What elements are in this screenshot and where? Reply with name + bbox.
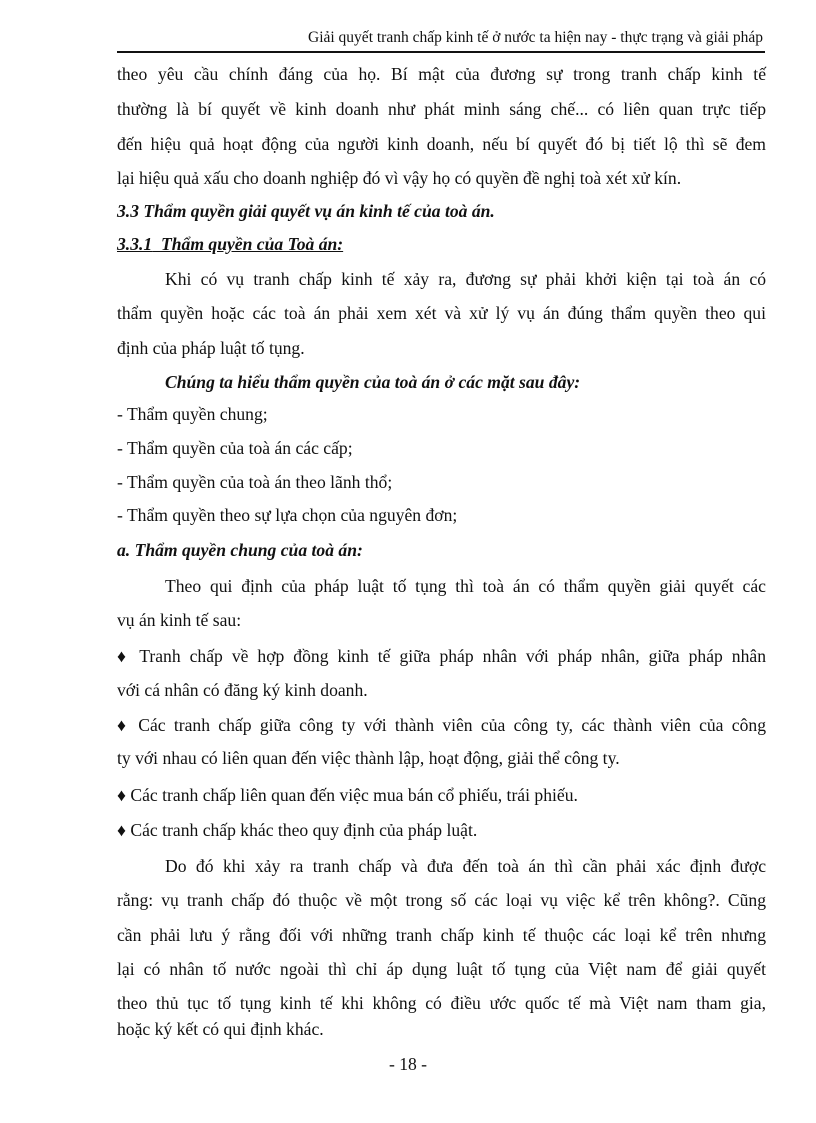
page-number: - 18 - [388,1054,428,1074]
dash-list-item: - Thẩm quyền chung; [117,404,268,424]
paragraph-line: lại có nhân tố nước ngoài thì chỉ áp dụng luật tố tụng của Việt nam để giải quyết [117,959,766,979]
paragraph-line: thẩm quyền hoặc các toà án phải xem xét và xử lý vụ án đúng thẩm quyền theo qui [117,303,766,323]
diamond-bullet-icon: ♦ [117,785,126,805]
bullet-item-line: ty với nhau có liên quan đến việc thành lập, hoạt động, giải thể công ty. [117,748,620,768]
diamond-bullet-icon: ♦ [117,646,131,666]
dash-list-item: - Thẩm quyền của toà án theo lãnh thổ; [117,472,393,492]
paragraph-line: thường là bí quyết về kinh doanh như phát minh sáng chế... có liên quan trực tiếp [117,99,766,119]
bullet-text: Tranh chấp về hợp đồng kinh tế giữa pháp nhân với pháp nhân, giữa pháp nhân [139,646,766,666]
subsection-heading [117,234,343,254]
paragraph-line: Khi có vụ tranh chấp kinh tế xảy ra, đương sự phải khởi kiện tại toà án có [165,269,766,289]
bullet-text: Các tranh chấp liên quan đến việc mua bán cổ phiếu, trái phiếu. [130,785,578,805]
paragraph-line: theo thủ tục tố tụng kinh tế khi không có điều ước quốc tế mà Việt nam tham gia, [117,993,766,1013]
paragraph-line: định của pháp luật tố tụng. [117,338,305,358]
paragraph-line: vụ án kinh tế sau: [117,610,242,630]
dash-list-item: - Thẩm quyền theo sự lựa chọn của nguyên đơn; [117,505,458,525]
bullet-text: Các tranh chấp khác theo quy định của pháp luật. [130,820,478,840]
subsection-title: Thẩm quyền của Toà án: [160,234,344,254]
paragraph-line: Theo qui định của pháp luật tố tụng thì toà án có thẩm quyền giải quyết các [165,576,766,596]
bullet-item-line: với cá nhân có đăng ký kinh doanh. [117,680,368,700]
bullet-item-line [117,715,766,735]
paragraph-line: hoặc ký kết có qui định khác. [117,1019,324,1039]
dash-list-item: - Thẩm quyền của toà án các cấp; [117,438,353,458]
bullet-item-line [117,785,578,805]
bullet-text: Các tranh chấp giữa công ty với thành viên của công ty, các thành viên của công [138,715,766,735]
running-header [117,27,765,53]
paragraph-line: rằng: vụ tranh chấp đó thuộc về một trong số các loại vụ việc kể trên không?. Cũng [117,890,766,910]
diamond-bullet-icon: ♦ [117,820,126,840]
bullet-item-line [117,820,477,840]
paragraph-line: đến hiệu quả hoạt động của người kinh doanh, nếu bí quyết đó bị tiết lộ thì sẽ đem [117,134,766,154]
section-heading: 3.3 Thẩm quyền giải quyết vụ án kinh tế của toà án. [117,201,495,221]
paragraph-line: lại hiệu quả xấu cho doanh nghiệp đó vì vậy họ có quyền đề nghị toà xét xử kín. [117,168,682,188]
paragraph-line: theo yêu cầu chính đáng của họ. Bí mật của đương sự trong tranh chấp kinh tế [117,64,766,84]
paragraph-line: Do đó khi xảy ra tranh chấp và đưa đến toà án thì cần phải xác định được [165,856,766,876]
heading-a: a. Thẩm quyền chung của toà án: [117,540,363,560]
bullet-item-line [117,646,766,666]
paragraph-line: cần phải lưu ý rằng đối với những tranh chấp kinh tế thuộc các loại kể trên nhưng [117,925,766,945]
subsection-number: 3.3.1 [117,234,153,254]
italic-subheading: Chúng ta hiểu thẩm quyền của toà án ở các mặt sau đây: [165,372,581,392]
diamond-bullet-icon: ♦ [117,715,130,735]
header-title: Giải quyết tranh chấp kinh tế ở nước ta hiện nay - thực trạng và giải pháp [308,29,763,46]
